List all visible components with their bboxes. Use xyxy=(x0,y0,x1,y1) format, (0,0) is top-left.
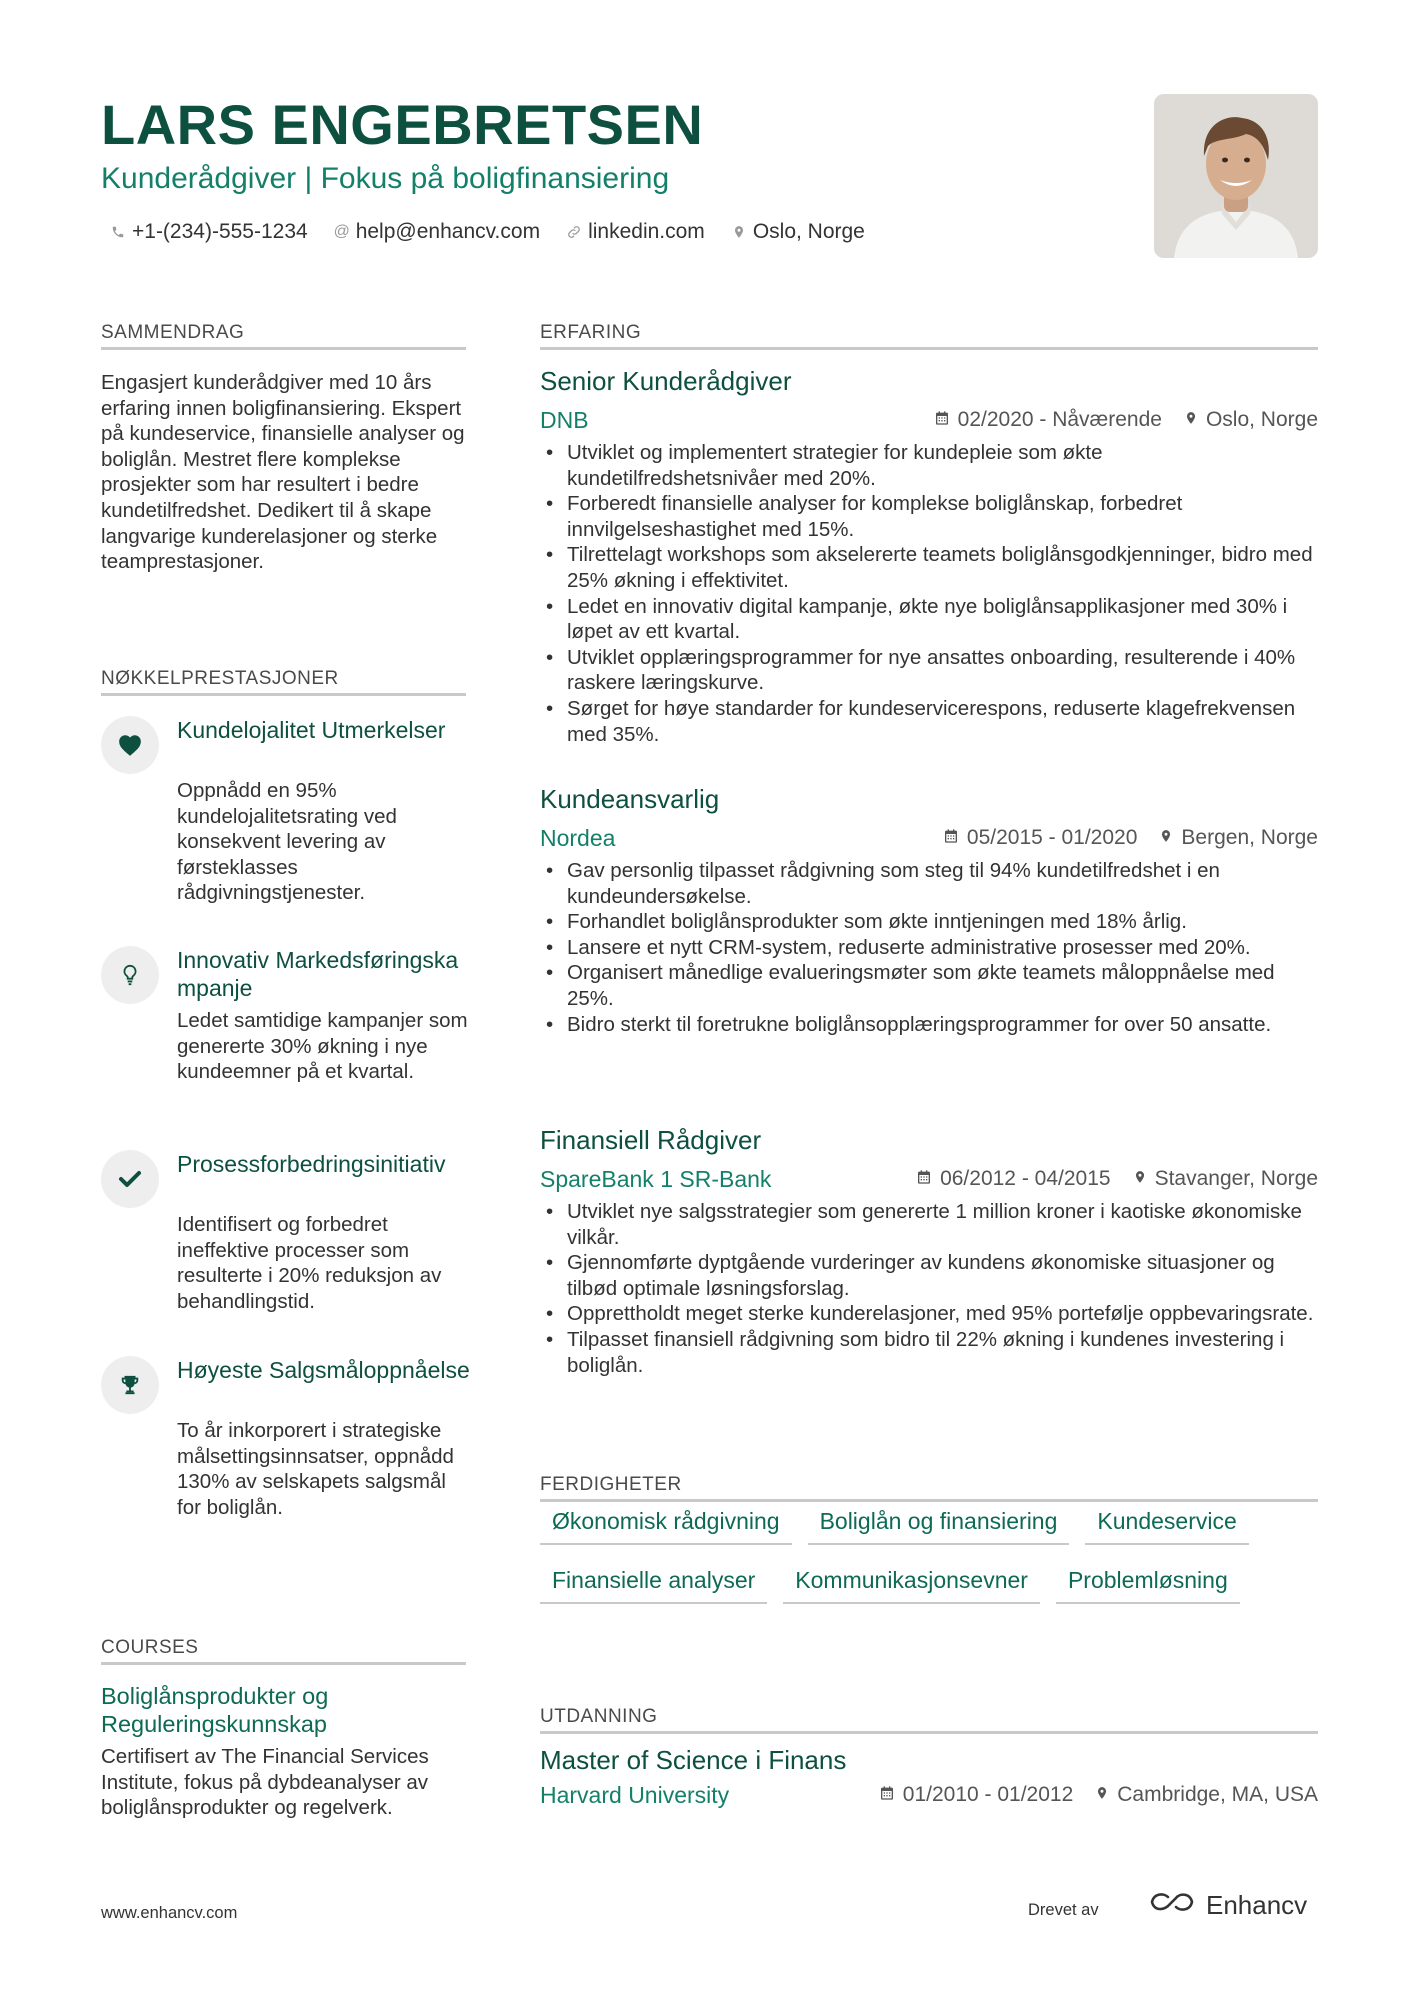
contact-email[interactable] xyxy=(334,220,540,244)
job-location-text: Bergen, Norge xyxy=(1181,826,1318,849)
skill-tag: Boliglån og finansiering xyxy=(808,1508,1070,1545)
experience-item xyxy=(540,1125,1318,1378)
job-meta xyxy=(540,1161,1318,1197)
education-dates xyxy=(879,1783,1073,1807)
job-location xyxy=(1184,408,1318,432)
job-bullets xyxy=(540,440,1318,747)
job-dates xyxy=(934,408,1162,432)
bullet-item: • Utviklet og implementert strategier for kundepleie som økte kundetilfredshetsnivåer med 20%. xyxy=(540,440,1318,491)
at-icon: @ xyxy=(333,223,350,240)
job-details xyxy=(916,1167,1318,1191)
job-details xyxy=(943,826,1318,850)
bullet-item: • Tilrettelagt workshops som akselererte teamets boliglånsgodkjenninger, bidro med 25% økning i effektivitet. xyxy=(540,542,1318,593)
section-divider xyxy=(101,1662,466,1665)
course-desc: Certifisert av The Financial Services Institute, fokus på dybdeanalyser av boliglånsprodukter og regelverk. xyxy=(101,1745,429,1820)
achievement-title: Kundelojalitet Utmerkelser xyxy=(177,717,446,743)
job-title: Finansiell Rådgiver xyxy=(540,1125,762,1155)
job-dates-text: 06/2012 - 04/2015 xyxy=(940,1167,1111,1190)
achievement-desc: Ledet samtidige kampanjer som genererte 30% økning i nye kundeemner på et kvartal. xyxy=(177,1009,468,1084)
job-bullets xyxy=(540,858,1318,1037)
section-divider xyxy=(540,1499,1318,1502)
bullet-item: • Bidro sterkt til foretrukne boliglånsopplæringsprogrammer for over 50 ansatte. xyxy=(540,1012,1318,1038)
job-dates xyxy=(943,826,1137,850)
job-location xyxy=(1133,1167,1318,1191)
contact-bar xyxy=(110,220,865,244)
skills-row xyxy=(540,1508,1330,1545)
section-title-education: UTDANNING xyxy=(540,1706,658,1727)
job-location-text: Oslo, Norge xyxy=(1205,408,1318,431)
calendar-icon xyxy=(879,1785,895,1806)
candidate-subtitle: Kunderådgiver | Fokus på boligfinansiering xyxy=(101,162,670,195)
section-title-courses: COURSES xyxy=(101,1637,199,1658)
phone-icon xyxy=(110,225,126,239)
education-location-text: Cambridge, MA, USA xyxy=(1117,1783,1318,1806)
achievement-desc: To år inkorporert i strategiske målsettingsinnsatser, oppnådd 130% av selskapets salgsmål for boliglån. xyxy=(177,1419,454,1519)
heart-icon xyxy=(101,716,159,774)
bullet-item: • Gjennomførte dyptgående vurderinger av kundens økonomiske situasjoner og tilbød optimale løsningsforslag. xyxy=(540,1250,1318,1301)
job-company: Nordea xyxy=(540,824,616,851)
experience-item xyxy=(540,366,1318,747)
skill-tag: Problemløsning xyxy=(1056,1567,1240,1604)
achievement-title: Høyeste Salgsmåloppnåelse xyxy=(177,1357,470,1383)
enhancv-logo-icon xyxy=(1148,1890,1196,1921)
enhancv-logo-text: Enhancv xyxy=(1206,1890,1308,1920)
job-meta xyxy=(540,402,1318,438)
skills-row xyxy=(540,1567,1330,1604)
bullet-item: • Ledet en innovativ digital kampanje, økte nye boliglånsapplikasjoner med 30% i løpet av ett kvartal. xyxy=(540,594,1318,645)
skill-tag: Finansielle analyser xyxy=(540,1567,767,1604)
section-title-achievements: NØKKELPRESTASJONER xyxy=(101,668,339,689)
bullet-item: • Utviklet nye salgsstrategier som genererte 1 million kroner i kaotiske økonomiske vilkår. xyxy=(540,1199,1318,1250)
bullet-item: • Sørget for høye standarder for kundeservicerespons, reduserte klagefrekvensen med 35%. xyxy=(540,696,1318,747)
job-location xyxy=(1159,826,1318,850)
location-pin-icon xyxy=(731,224,747,240)
skill-tag: Kommunikasjonsevner xyxy=(783,1567,1040,1604)
contact-phone xyxy=(110,220,308,244)
achievement-title: Prosessforbedringsinitiativ xyxy=(177,1151,446,1177)
bullet-item: • Opprettholdt meget sterke kunderelasjoner, med 95% portefølje oppbevaringsrate. xyxy=(540,1301,1318,1327)
achievement-title: Innovativ Markedsføringskampanje xyxy=(177,947,459,1001)
profile-photo xyxy=(1154,94,1318,258)
location-pin-icon xyxy=(1184,409,1198,432)
trophy-icon xyxy=(101,1356,159,1414)
contact-phone-text: +1-(234)-555-1234 xyxy=(132,220,308,243)
contact-email-text[interactable]: help@enhancv.com xyxy=(355,220,541,243)
skill-tag: Kundeservice xyxy=(1085,1508,1248,1545)
section-divider xyxy=(101,693,466,696)
education-details xyxy=(879,1783,1318,1807)
contact-location xyxy=(731,220,865,244)
calendar-icon xyxy=(943,828,959,849)
job-bullets xyxy=(540,1199,1318,1378)
section-title-experience: ERFARING xyxy=(540,322,642,343)
job-title: Kundeansvarlig xyxy=(540,784,720,814)
summary-text: Engasjert kunderådgiver med 10 års erfaring innen boligfinansiering. Ekspert på kundeservice, finansielle analyser og boliglån. Mestret flere komplekse prosjekter som har resultert i bedre kundetilfredshet. Dedikert til å skape langvarige kunderelasjoner og sterke teamprestasjoner. xyxy=(101,371,465,574)
check-icon xyxy=(101,1150,159,1208)
education-degree: Master of Science i Finans xyxy=(540,1745,847,1775)
education-meta xyxy=(540,1777,1318,1813)
job-company: SpareBank 1 SR-Bank xyxy=(540,1165,772,1192)
education-location xyxy=(1095,1783,1318,1807)
bullet-item: • Forberedt finansielle analyser for komplekse boliglånskap, forbedret innvilgelseshastighet med 15%. xyxy=(540,491,1318,542)
education-dates-text: 01/2010 - 01/2012 xyxy=(902,1783,1074,1806)
job-details xyxy=(934,408,1318,432)
footer-powered-by: Drevet av xyxy=(1028,1901,1099,1919)
lightbulb-icon xyxy=(101,946,159,1004)
bullet-item: • Gav personlig tilpasset rådgivning som steg til 94% kundetilfredshet i en kundeundersøkelse. xyxy=(540,858,1318,909)
course-title: Boliglånsprodukter og Reguleringskunnskap xyxy=(101,1683,329,1737)
enhancv-logo[interactable] xyxy=(1148,1890,1307,1921)
education-school: Harvard University xyxy=(540,1781,730,1808)
skill-tag: Økonomisk rådgivning xyxy=(540,1508,792,1545)
contact-location-text: Oslo, Norge xyxy=(752,220,865,243)
achievement-desc: Oppnådd en 95% kundelojalitetsrating ved konsekvent levering av førsteklasses rådgivningstjenester. xyxy=(177,779,397,905)
job-company: DNB xyxy=(540,406,589,433)
section-divider xyxy=(101,347,466,350)
skills-list xyxy=(540,1508,1330,1626)
bullet-item: • Organisert månedlige evalueringsmøter som økte teamets måloppnåelse med 25%. xyxy=(540,960,1318,1011)
job-dates-text: 05/2015 - 01/2020 xyxy=(966,826,1138,849)
contact-linkedin-text[interactable]: linkedin.com xyxy=(588,220,705,243)
bullet-item: • Lansere et nytt CRM-system, reduserte administrative prosesser med 20%. xyxy=(540,935,1318,961)
calendar-icon xyxy=(916,1169,932,1190)
section-divider xyxy=(540,347,1318,350)
job-location-text: Stavanger, Norge xyxy=(1154,1167,1318,1190)
bullet-item: • Tilpasset finansiell rådgivning som bidro til 22% økning i kundenes investering i boliglån. xyxy=(540,1327,1318,1378)
footer-url[interactable]: www.enhancv.com xyxy=(101,1904,238,1922)
job-title: Senior Kunderådgiver xyxy=(540,366,792,396)
contact-linkedin[interactable] xyxy=(566,220,705,244)
job-dates-text: 02/2020 - Nåværende xyxy=(957,408,1162,431)
location-pin-icon xyxy=(1133,1168,1147,1191)
bullet-item: • Utviklet opplæringsprogrammer for nye ansattes onboarding, resulterende i 40% raskere læringskurve. xyxy=(540,645,1318,696)
education-item xyxy=(540,1739,1318,1813)
section-title-skills: FERDIGHETER xyxy=(540,1474,682,1495)
experience-item xyxy=(540,784,1318,1037)
calendar-icon xyxy=(934,410,950,431)
link-icon xyxy=(566,224,582,240)
achievement-desc: Identifisert og forbedret ineffektive processer som resulterte i 20% reduksjon av behandlingstid. xyxy=(177,1213,442,1313)
bullet-item: • Forhandlet boliglånsprodukter som økte inntjeningen med 18% årlig. xyxy=(540,909,1318,935)
candidate-name: LARS ENGEBRETSEN xyxy=(101,93,704,156)
job-meta xyxy=(540,820,1318,856)
section-divider xyxy=(540,1731,1318,1734)
location-pin-icon xyxy=(1095,1784,1109,1807)
location-pin-icon xyxy=(1159,827,1173,850)
job-dates xyxy=(916,1167,1110,1191)
section-title-summary: SAMMENDRAG xyxy=(101,322,245,343)
